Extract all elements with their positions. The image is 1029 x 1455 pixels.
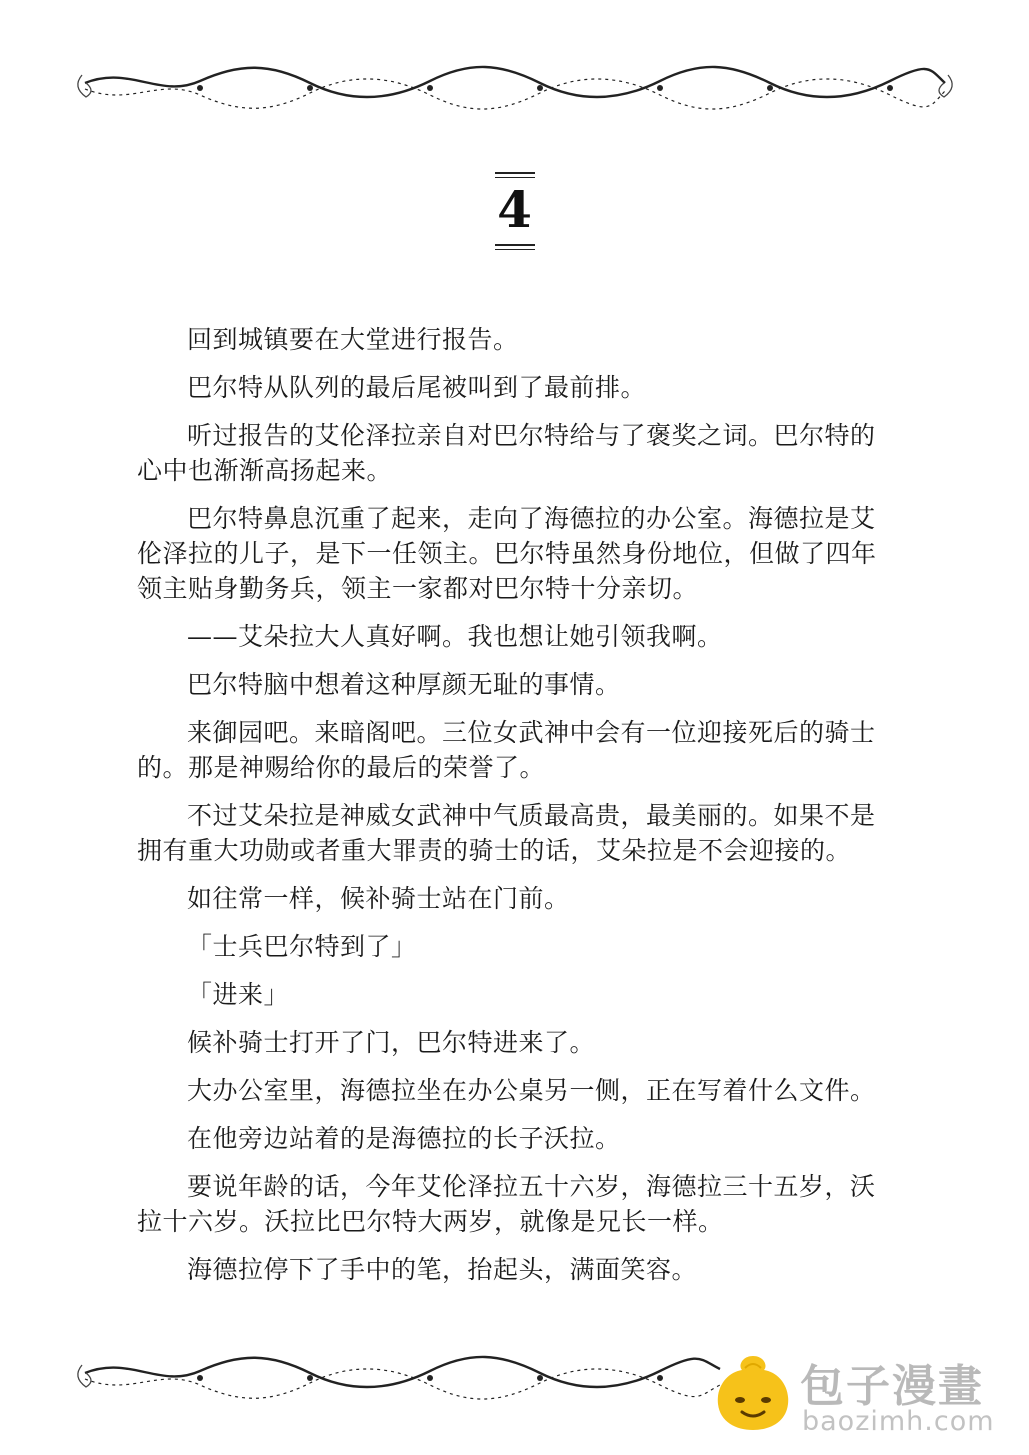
bun-mascot-icon: [712, 1350, 794, 1434]
paragraph: 候补骑士打开了门，巴尔特进来了。: [187, 1028, 596, 1057]
watermark-title: 包子漫畫: [800, 1361, 984, 1412]
body-text: [137, 322, 897, 1300]
paragraph: 不过艾朵拉是神威女武神中气质最高贵，最美丽的。如果不是拥有重大功勋或者重大罪责的骑士的话，艾朵拉是不会迎接的。: [137, 801, 876, 865]
paragraph: 巴尔特脑中想着这种厚颜无耻的事情。: [187, 670, 621, 699]
chapter-heading: [0, 172, 1029, 250]
paragraph: 「士兵巴尔特到了」: [187, 932, 417, 961]
paragraph: 海德拉停下了手中的笔，抬起头，满面笑容。: [187, 1255, 698, 1284]
paragraph: 在他旁边站着的是海德拉的长子沃拉。: [187, 1124, 621, 1153]
paragraph: 「进来」: [187, 980, 290, 1009]
paragraph: 来御园吧。来暗阁吧。三位女武神中会有一位迎接死后的骑士的。那是神赐给你的最后的荣誉了。: [137, 718, 876, 782]
paragraph: 巴尔特从队列的最后尾被叫到了最前排。: [187, 373, 647, 402]
chapter-rule-bottom: [495, 244, 535, 250]
chapter-number: 4: [497, 180, 532, 239]
paragraph: 大办公室里，海德拉坐在办公桌另一侧，正在写着什么文件。: [187, 1076, 876, 1105]
paragraph: 听过报告的艾伦泽拉亲自对巴尔特给与了褒奖之词。巴尔特的心中也渐渐高扬起来。: [137, 421, 876, 485]
top-ornamental-border: [70, 55, 960, 125]
watermark-logo: [712, 1348, 1012, 1448]
paragraph: ——艾朵拉大人真好啊。我也想让她引领我啊。: [187, 622, 723, 651]
paragraph: 巴尔特鼻息沉重了起来，走向了海德拉的办公室。海德拉是艾伦泽拉的儿子，是下一任领主。巴尔特虽然身份地位，但做了四年领主贴身勤务兵，领主一家都对巴尔特十分亲切。: [137, 504, 877, 603]
paragraph: 要说年龄的话，今年艾伦泽拉五十六岁，海德拉三十五岁，沃拉十六岁。沃拉比巴尔特大两岁，就像是兄长一样。: [137, 1172, 876, 1236]
paragraph: 回到城镇要在大堂进行报告。: [187, 325, 519, 354]
watermark-url: baozimh.com: [802, 1406, 995, 1437]
paragraph: 如往常一样，候补骑士站在门前。: [187, 884, 570, 913]
